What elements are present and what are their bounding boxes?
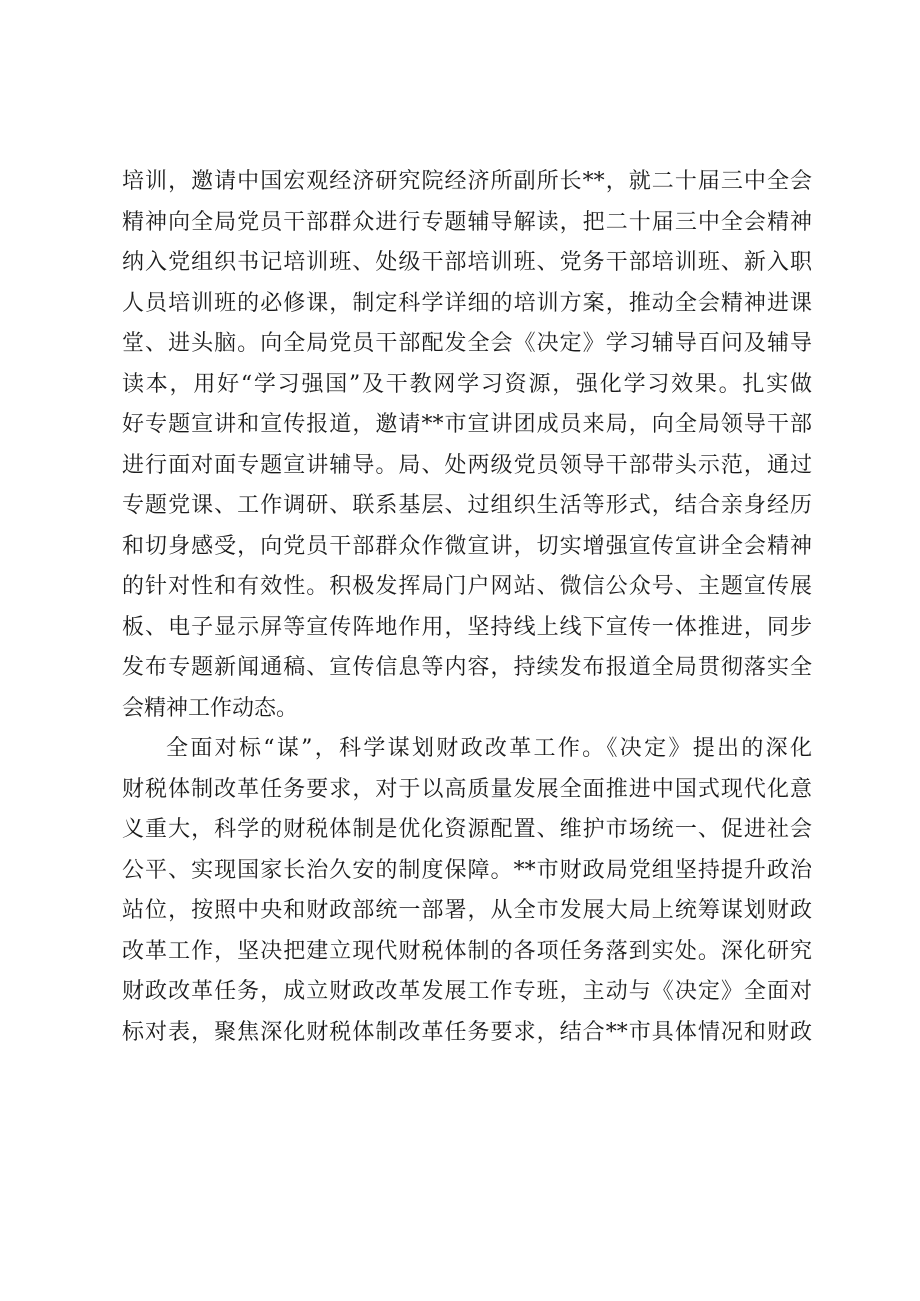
text-line: 义重大，科学的财税体制是优化资源配置、维护市场统一、促进社会 xyxy=(122,817,812,842)
text-line: 堂、进头脑。向全局党员干部配发全会《决定》学习辅导百问及辅导 xyxy=(122,331,812,356)
text-line: 精神向全局党员干部群众进行专题辅导解读，把二十届三中全会精神 xyxy=(122,209,812,235)
text-line: 好专题宣讲和宣传报道，邀请**市宣讲团成员来局，向全局领导干部 xyxy=(122,412,812,437)
document-body xyxy=(122,162,812,1053)
text-line: 发布专题新闻通稿、宣传信息等内容，持续发布报道全局贯彻落实全 xyxy=(122,655,812,680)
text-line: 的针对性和有效性。积极发挥局门户网站、微信公众号、主题宣传展 xyxy=(122,574,812,599)
text-line: 公平、实现国家长治久安的制度保障。**市财政局党组坚持提升政治 xyxy=(122,857,812,883)
text-line: 财税体制改革任务要求，对于以高质量发展全面推进中国式现代化意 xyxy=(122,776,812,802)
paragraph-2 xyxy=(122,729,812,1053)
text-line: 板、电子显示屏等宣传阵地作用，坚持线上线下宣传一体推进，同步 xyxy=(122,614,812,640)
text-line: 会精神工作动态。 xyxy=(122,695,299,721)
text-line: 专题党课、工作调研、联系基层、过组织生活等形式，结合亲身经历 xyxy=(122,493,812,518)
text-line: 标对表，聚焦深化财税体制改革任务要求，结合**市具体情况和财政 xyxy=(122,1019,812,1045)
text-line: 和切身感受，向党员干部群众作微宣讲，切实增强宣传宣讲全会精神 xyxy=(122,533,812,559)
text-line: 财政改革任务，成立财政改革发展工作专班，主动与《决定》全面对 xyxy=(122,979,812,1004)
text-line: 全面对标“谋”，科学谋划财政改革工作。《决定》提出的深化 xyxy=(166,736,812,761)
text-line: 培训，邀请中国宏观经济研究院经济所副所长**，就二十届三中全会 xyxy=(122,169,812,194)
text-line: 站位，按照中央和财政部统一部署，从全市发展大局上统筹谋划财政 xyxy=(122,898,812,923)
text-line: 读本，用好“学习强国”及干教网学习资源，强化学习效果。扎实做 xyxy=(122,371,812,397)
text-line: 纳入党组织书记培训班、处级干部培训班、党务干部培训班、新入职 xyxy=(122,250,812,275)
text-line: 人员培训班的必修课，制定科学详细的培训方案，推动全会精神进课 xyxy=(122,290,812,316)
paragraph-1 xyxy=(122,162,812,729)
text-line: 改革工作，坚决把建立现代财税体制的各项任务落到实处。深化研究 xyxy=(122,938,812,964)
text-line: 进行面对面专题宣讲辅导。局、处两级党员领导干部带头示范，通过 xyxy=(122,452,812,478)
